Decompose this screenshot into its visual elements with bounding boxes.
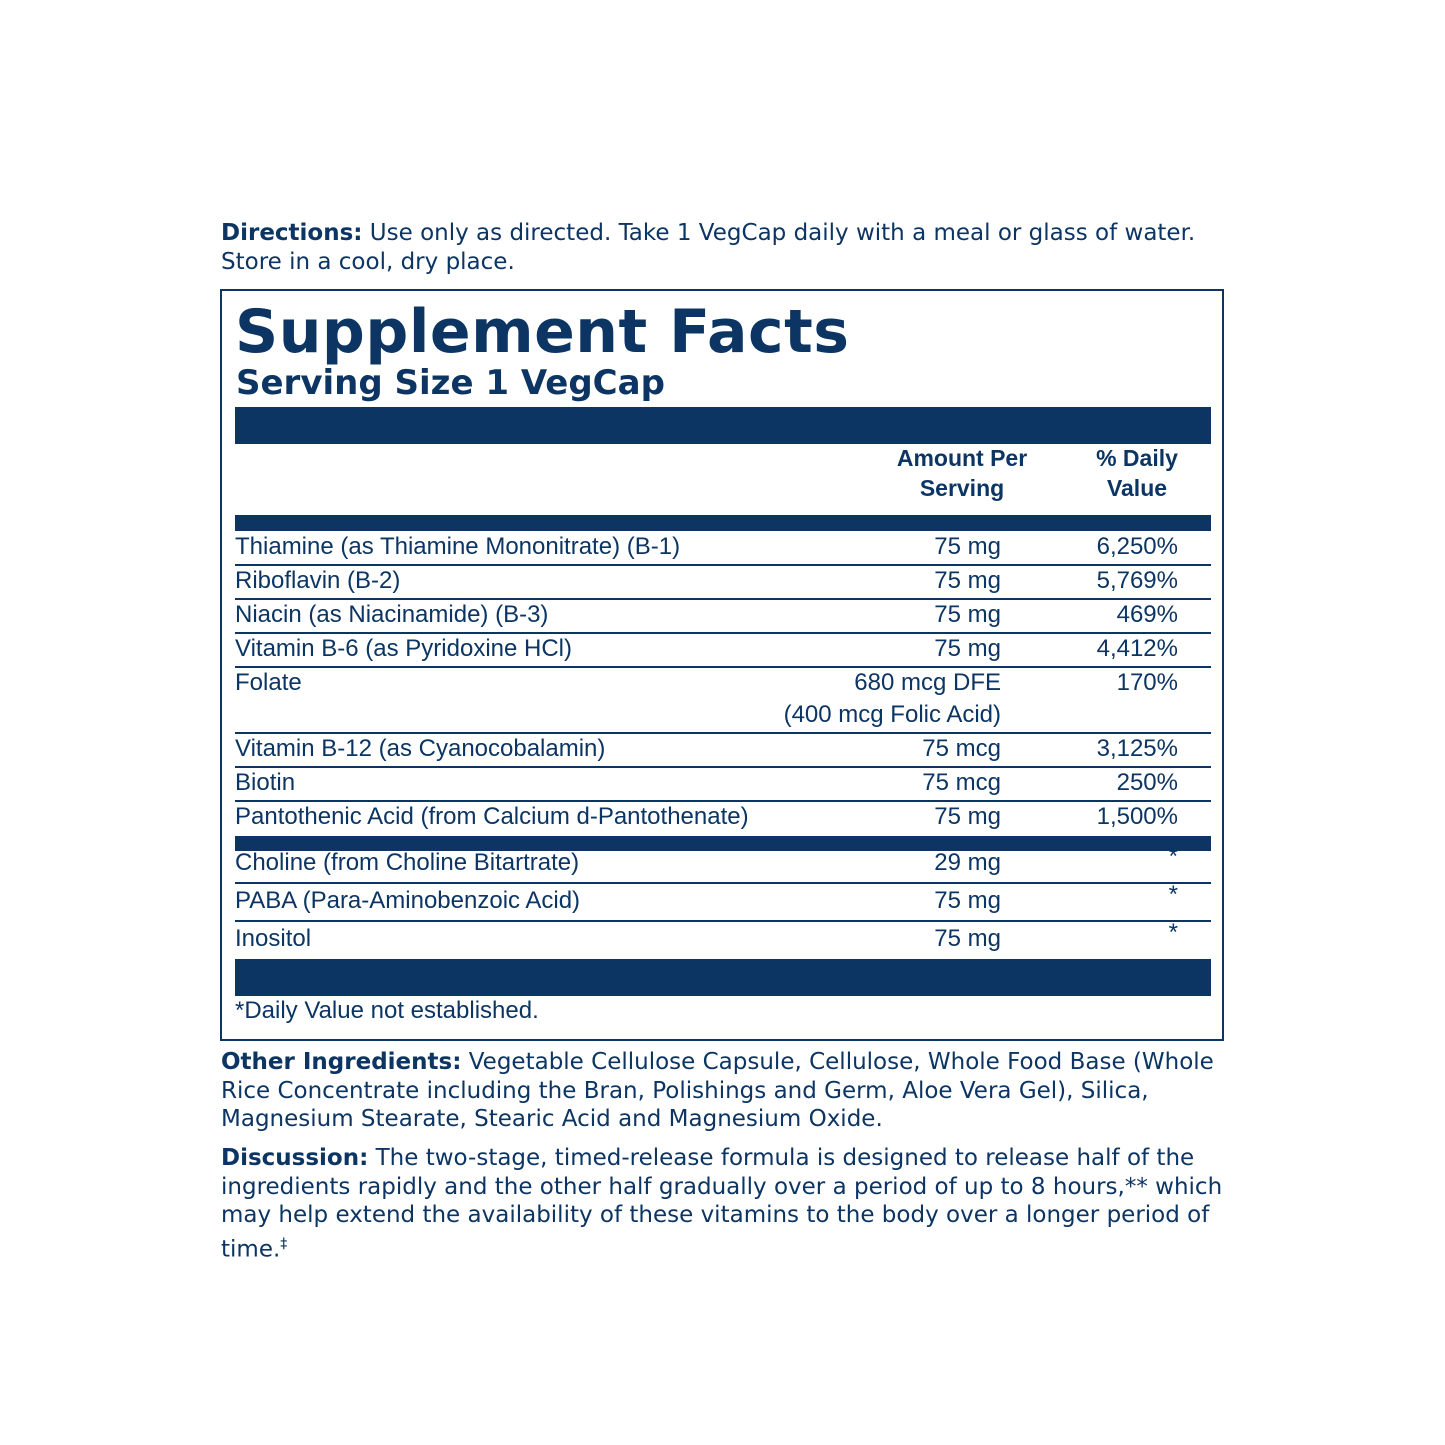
nutrient-name: Biotin	[235, 769, 296, 796]
amount-header-line-2: Serving	[919, 475, 1005, 501]
nutrient-name: Vitamin B-6 (as Pyridoxine HCl)	[235, 635, 572, 662]
dv-header-line-2: Value	[1106, 475, 1168, 501]
other-ingredients-label: Other Ingredients:	[221, 1049, 462, 1075]
serving-size: Serving Size 1 VegCap	[236, 363, 665, 403]
nutrient-daily-value: 170%	[1116, 669, 1178, 696]
nutrient-daily-value: *	[1168, 881, 1178, 908]
nutrient-name: Niacin (as Niacinamide) (B-3)	[235, 601, 549, 628]
nutrient-name: Riboflavin (B-2)	[235, 567, 401, 594]
nutrient-row	[235, 919, 1211, 958]
nutrient-daily-value: 3,125%	[1096, 735, 1178, 762]
double-dagger-mark: ‡	[280, 1235, 288, 1252]
nutrient-row	[235, 734, 1211, 768]
nutrient-daily-value: 469%	[1116, 601, 1178, 628]
daily-value-footnote: *Daily Value not established.	[235, 997, 539, 1024]
nutrient-amount: 75 mcg	[922, 769, 1001, 796]
directions-paragraph	[221, 219, 1231, 276]
nutrient-name: Thiamine (as Thiamine Mononitrate) (B-1)	[235, 533, 681, 560]
discussion-text: The two-stage, timed-release formula is designed to release half of the ingredients rapidly and the other half gradually over a period of up to 8 hours,** which may help extend the availability of these vitamins to the body over a longer period of time.	[221, 1145, 1223, 1263]
nutrient-name: Inositol	[235, 925, 312, 952]
nutrient-name: Folate	[235, 669, 302, 696]
nutrient-amount-note: (400 mcg Folic Acid)	[783, 701, 1001, 728]
nutrient-amount: 75 mg	[934, 635, 1001, 662]
directions-text: Use only as directed. Take 1 VegCap daily with a meal or glass of water. Store in a cool, dry place.	[221, 220, 1196, 275]
discussion-paragraph	[221, 1144, 1231, 1264]
nutrient-name: Vitamin B-12 (as Cyanocobalamin)	[235, 735, 606, 762]
nutrient-amount: 75 mg	[934, 803, 1001, 830]
nutrient-daily-value: 4,412%	[1096, 635, 1178, 662]
top-divider-bar	[235, 407, 1211, 444]
nutrient-amount: 680 mcg DFE	[854, 669, 1001, 696]
amount-header-line-1: Amount Per	[896, 445, 1028, 471]
nutrient-amount: 75 mg	[934, 567, 1001, 594]
nutrient-daily-value: 6,250%	[1096, 533, 1178, 560]
other-ingredients-text: Vegetable Cellulose Capsule, Cellulose, Whole Food Base (Whole Rice Concentrate including the Bran, Polishings and Germ, Aloe Vera Gel), Silica, Magnesium Stearate, Stearic Acid and Magnesium Oxide.	[221, 1049, 1214, 1132]
nutrient-row	[235, 566, 1211, 600]
nutrient-daily-value: *	[1168, 919, 1178, 946]
supplement-facts-panel	[220, 289, 1224, 1041]
nutrient-row	[235, 532, 1211, 566]
nutrient-row	[235, 768, 1211, 802]
nutrient-row	[235, 843, 1211, 884]
amount-per-serving-header	[882, 443, 1042, 503]
nutrient-amount: 75 mg	[934, 533, 1001, 560]
directions-label: Directions:	[221, 220, 363, 246]
supplement-facts-title: Supplement Facts	[235, 297, 850, 367]
bottom-divider-bar	[235, 959, 1211, 996]
nutrient-daily-value: *	[1168, 843, 1178, 870]
nutrient-row	[235, 802, 1211, 834]
nutrient-amount: 75 mg	[934, 925, 1001, 952]
nutrient-name: Choline (from Choline Bitartrate)	[235, 849, 580, 876]
header-divider-bar	[235, 515, 1211, 531]
discussion-label: Discussion:	[221, 1145, 369, 1171]
nutrient-amount: 29 mg	[934, 849, 1001, 876]
nutrient-name: Pantothenic Acid (from Calcium d-Pantothenate)	[235, 803, 749, 830]
nutrient-row	[235, 600, 1211, 634]
nutrient-amount: 75 mcg	[922, 735, 1001, 762]
nutrient-amount: 75 mg	[934, 887, 1001, 914]
daily-value-header	[1082, 443, 1192, 503]
nutrient-daily-value: 1,500%	[1096, 803, 1178, 830]
dv-header-line-1: % Daily	[1096, 445, 1178, 471]
nutrient-row	[235, 881, 1211, 922]
nutrient-daily-value: 5,769%	[1096, 567, 1178, 594]
nutrient-row	[235, 634, 1211, 668]
nutrient-name: PABA (Para-Aminobenzoic Acid)	[235, 887, 581, 914]
nutrient-amount: 75 mg	[934, 601, 1001, 628]
nutrient-row	[235, 668, 1211, 734]
nutrient-daily-value: 250%	[1116, 769, 1178, 796]
other-ingredients-paragraph	[221, 1048, 1231, 1134]
